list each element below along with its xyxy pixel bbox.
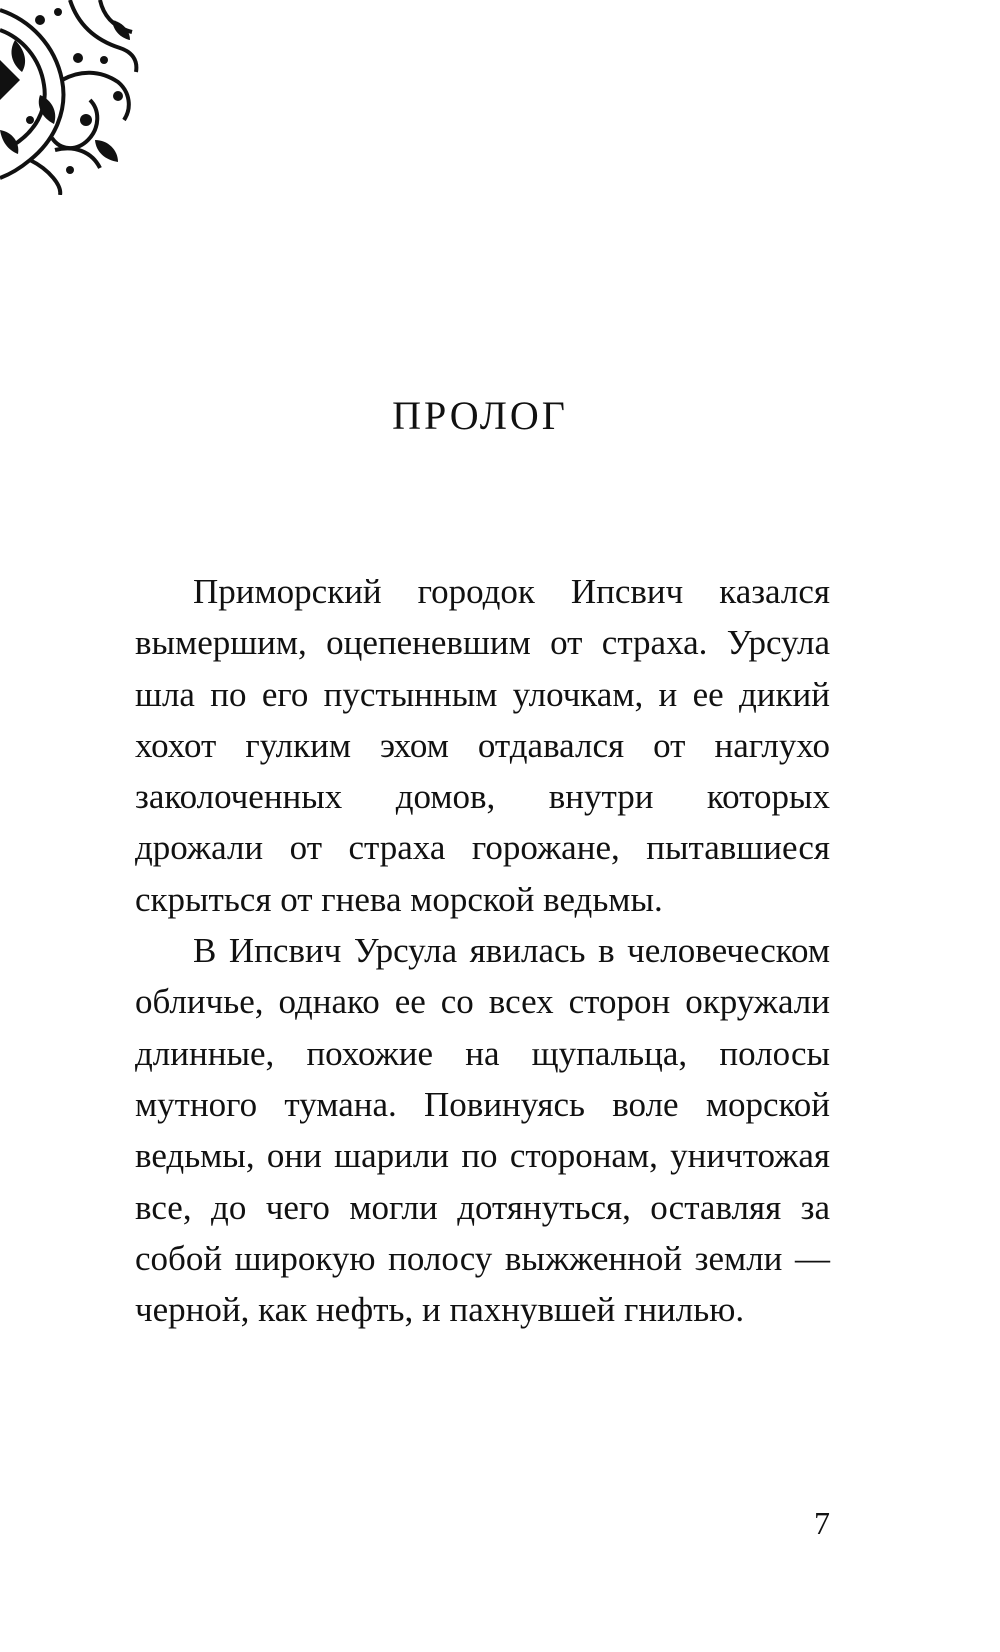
paragraph: В Ипсвич Урсула явилась в человеческом обличье, однако ее со всех сторон окружали длинные, похожие на щупальца, полосы мутного тумана. Повинуясь воле морской ведьмы, они шарили по сторонам, уничтожая все, до чего могли дотянуться, оставляя за собой широкую полосу выжженной земли — черной, как нефть, и пахнувшей гнилью.: [135, 931, 830, 1330]
corner-ornament-icon: [0, 0, 140, 195]
paragraph: Приморский городок Ипсвич казался вымершим, оцепеневшим от страха. Урсула шла по его пустынным улочкам, и ее дикий хохот гулким эхом отдавался от наглухо заколоченных домов, внутри которых дрожали от страха горожане, пытавшиеся скрыться от гнева морской ведьмы.: [135, 572, 830, 919]
page-number: 7: [814, 1505, 830, 1541]
chapter-title: ПРОЛОГ: [392, 393, 568, 438]
chapter-body: [135, 566, 830, 1335]
